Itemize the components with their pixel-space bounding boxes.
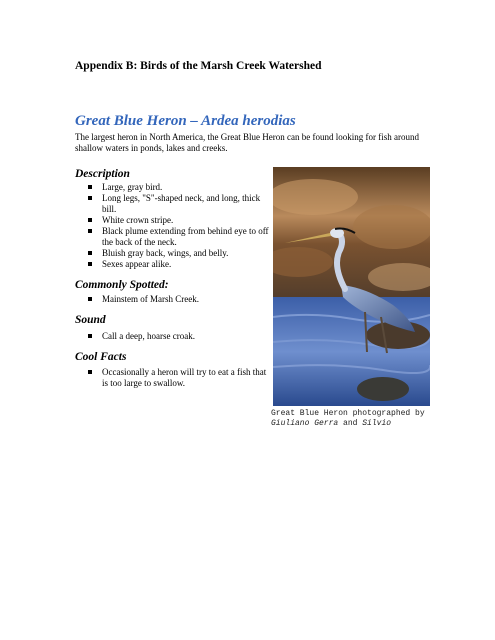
appendix-title: Appendix B: Birds of the Marsh Creek Watershed (75, 60, 322, 72)
bullet-icon (88, 218, 92, 222)
list-item: Call a deep, hoarse croak. (88, 331, 273, 342)
list-item: White crown stripe. (88, 215, 273, 226)
sound-heading: Sound (75, 314, 106, 326)
list-item: Bluish gray back, wings, and belly. (88, 248, 273, 259)
list-item: Black plume extending from behind eye to off the back of the neck. (88, 226, 273, 248)
intro-paragraph: The largest heron in North America, the Great Blue Heron can be found looking for fish around shallow waters in ponds, lakes and creeks. (75, 132, 419, 153)
species-title: Great Blue Heron – Ardea herodias (75, 113, 296, 129)
photo-caption: Great Blue Heron photographed by Giuliano Gerra and Silvio (271, 409, 425, 428)
bullet-icon (88, 370, 92, 374)
list-item: Mainstem of Marsh Creek. (88, 294, 273, 305)
bullet-icon (88, 262, 92, 266)
description-list (88, 182, 273, 270)
bullet-icon (88, 251, 92, 255)
cool-facts-heading: Cool Facts (75, 351, 127, 363)
photographer-credit: Giuliano Gerra (271, 419, 339, 428)
commonly-spotted-heading: Commonly Spotted: (75, 279, 169, 291)
photographer-credit: Silvio (362, 419, 392, 428)
bullet-icon (88, 185, 92, 189)
bullet-icon (88, 334, 92, 338)
description-heading: Description (75, 168, 130, 180)
bullet-icon (88, 229, 92, 233)
list-item: Large, gray bird. (88, 182, 273, 193)
heron-photo (273, 167, 430, 406)
commonly-spotted-list (88, 294, 273, 305)
bullet-icon (88, 196, 92, 200)
cool-facts-list (88, 367, 273, 389)
sound-list (88, 331, 273, 342)
list-item: Sexes appear alike. (88, 259, 273, 270)
list-item: Long legs, "S"-shaped neck, and long, thick bill. (88, 193, 273, 215)
list-item: Occasionally a heron will try to eat a fish that is too large to swallow. (88, 367, 273, 389)
bullet-icon (88, 297, 92, 301)
